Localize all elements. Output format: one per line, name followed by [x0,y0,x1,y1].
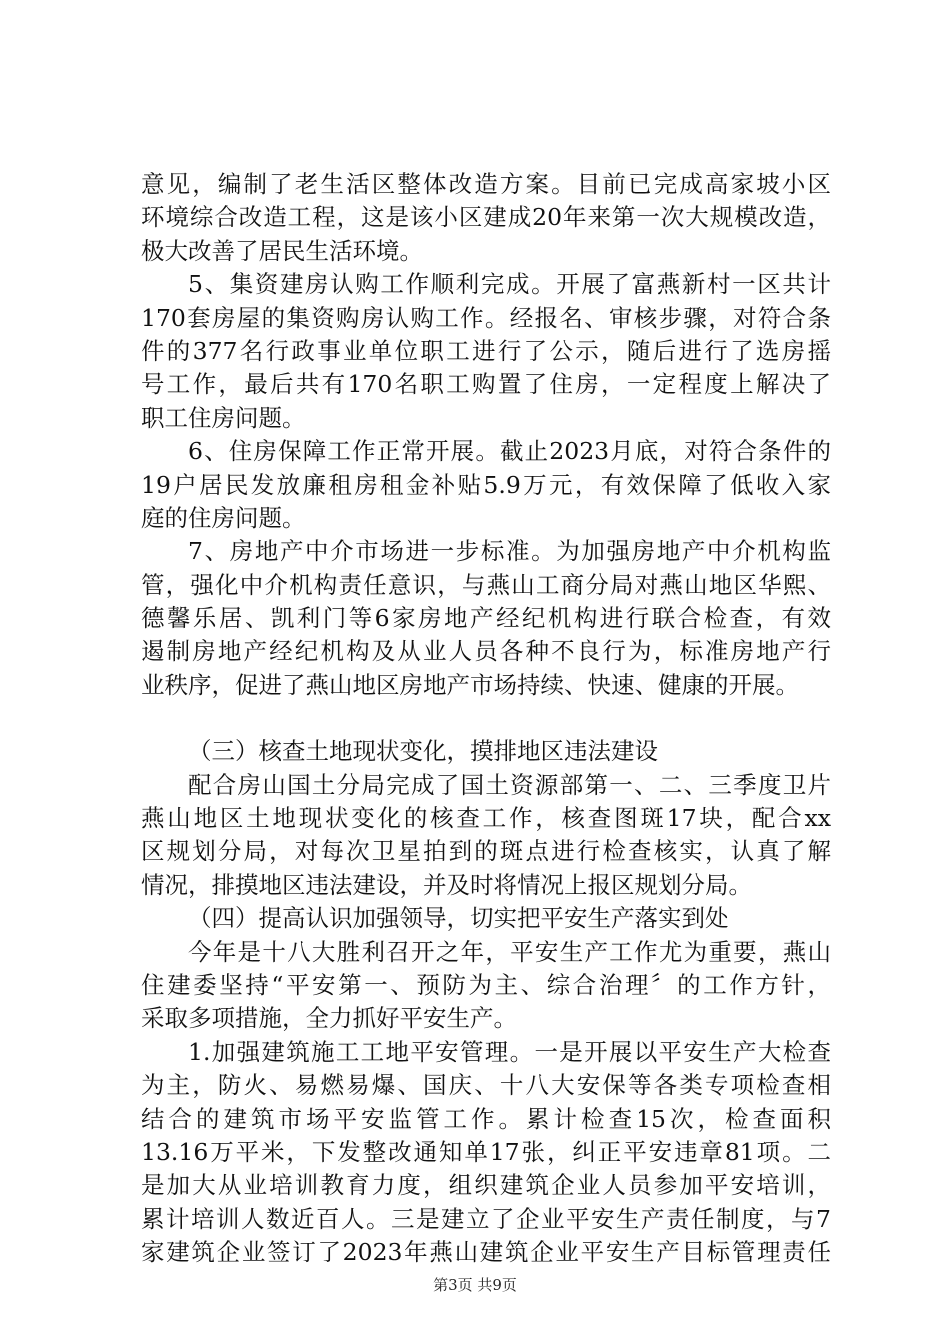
section-heading: （四）提高认识加强领导，切实把平安生产落实到处 [188,904,729,933]
text-line: 19户居民发放廉租房租金补贴5.9万元，有效保障了低收入家 [141,470,831,499]
page-number: 第3页 共9页 [433,1276,517,1294]
text-line: 极大改善了居民生活环境。 [141,236,423,265]
text-line: 号工作，最后共有170名职工购置了住房，一定程度上解决了 [141,370,831,399]
paragraph-gap [141,702,831,735]
text-line: 结合的建筑市场平安监管工作。累计检查15次，检查面积 [141,1104,831,1133]
text-line: 区规划分局，对每次卫星拍到的斑点进行检查核实，认真了解 [141,837,831,866]
paragraph-first-line: 5、集资建房认购工作顺利完成。开展了富燕新村一区共计 [188,270,831,299]
text-line: 住建委坚持“平安第一、预防为主、综合治理〞的工作方针， [141,970,831,999]
text-line: 庭的住房问题。 [141,503,306,532]
text-line: 累计培训人数近百人。三是建立了企业平安生产责任制度，与7 [141,1204,831,1233]
text-line: 职工住房问题。 [141,403,306,432]
paragraph-first-line: 今年是十八大胜利召开之年，平安生产工作尤为重要，燕山 [188,937,831,966]
text-line: 环境综合改造工程，这是该小区建成20年来第一次大规模改造， [141,203,831,232]
text-line: 管，强化中介机构责任意识，与燕山工商分局对燕山地区华熙、 [141,570,831,599]
paragraph-first-line: 1.加强建筑施工工地平安管理。一是开展以平安生产大检查 [188,1037,831,1066]
text-line: 13.16万平米，下发整改通知单17张，纠正平安违章81项。二 [141,1137,831,1166]
text-line: 德馨乐居、凯利门等6家房地产经纪机构进行联合检查，有效 [141,604,831,633]
text-line: 业秩序，促进了燕山地区房地产市场持续、快速、健康的开展。 [141,670,799,699]
text-line: 件的377名行政事业单位职工进行了公示，随后进行了选房摇 [141,336,831,365]
text-line: 是加大从业培训教育力度，组织建筑企业人员参加平安培训， [141,1171,831,1200]
text-line: 为主，防火、易燃易爆、国庆、十八大安保等各类专项检查相 [141,1071,831,1100]
text-line: 采取多项措施，全力抓好平安生产。 [141,1004,517,1033]
paragraph-first-line: 7、房地产中介市场进一步标准。为加强房地产中介机构监 [188,537,831,566]
paragraph-first-line: 6、住房保障工作正常开展。截止2023月底，对符合条件的 [188,437,831,466]
text-line: 家建筑企业签订了2023年燕山建筑企业平安生产目标管理责任 [141,1238,831,1267]
section-heading: （三）核查土地现状变化，摸排地区违法建设 [188,737,658,766]
paragraph-first-line: 配合房山国土分局完成了国土资源部第一、二、三季度卫片 [188,770,831,799]
text-line: 意见，编制了老生活区整体改造方案。目前已完成高家坡小区 [141,170,831,198]
text-line: 燕山地区土地现状变化的核查工作，核查图斑17块，配合xx [141,804,831,833]
text-line: 情况，排摸地区违法建设，并及时将情况上报区规划分局。 [141,870,752,899]
text-line: 遏制房地产经纪机构及从业人员各种不良行为，标准房地产行 [141,637,831,666]
text-line: 170套房屋的集资购房认购工作。经报名、审核步骤，对符合条 [141,303,831,332]
document-body [141,168,831,1270]
